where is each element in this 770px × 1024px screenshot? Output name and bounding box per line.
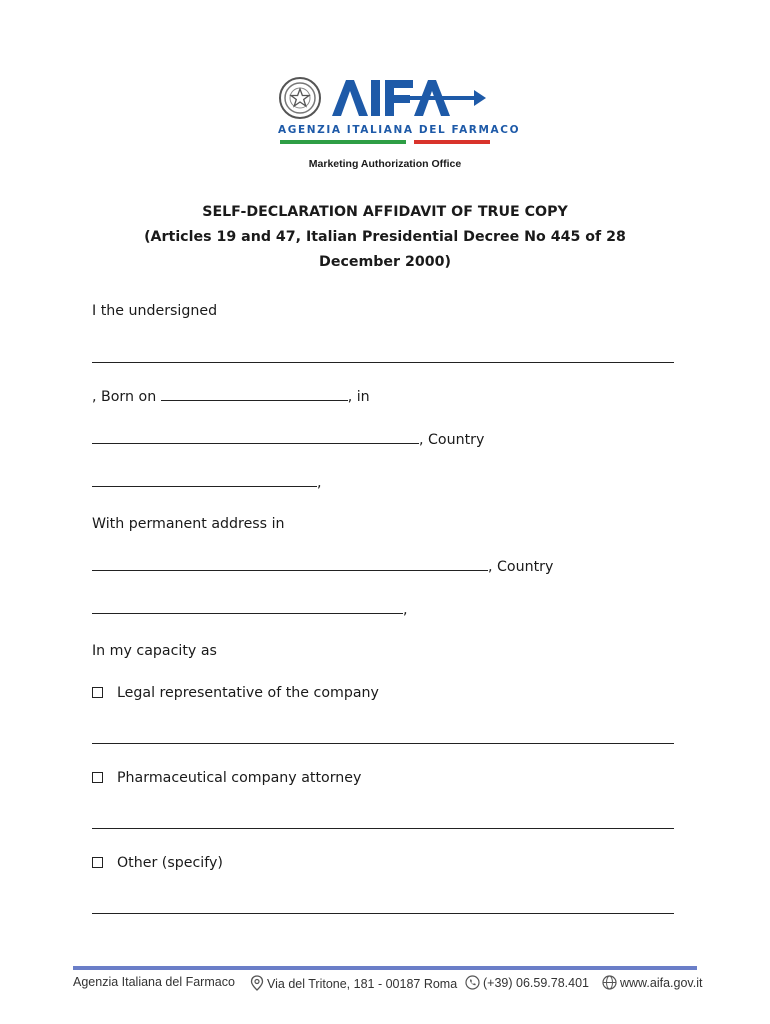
logo-subtitle: AGENZIA ITALIANA DEL FARMACO <box>278 124 521 136</box>
comma-1: , <box>317 475 322 491</box>
address-row <box>92 558 553 575</box>
address-country-field[interactable] <box>92 601 403 614</box>
office-name: Marketing Authorization Office <box>308 158 462 170</box>
other-checkbox[interactable] <box>92 857 103 868</box>
footer-website <box>602 975 702 990</box>
born-row <box>92 388 370 405</box>
title-line-2: (Articles 19 and 47, Italian Presidential Decree No 445 of 28 <box>144 229 626 245</box>
capacity-label: In my capacity as <box>92 643 217 659</box>
option-legal-representative <box>92 685 379 701</box>
option-label: Pharmaceutical company attorney <box>117 770 362 786</box>
undersigned-name-field[interactable] <box>92 362 674 363</box>
footer-phone <box>465 975 589 990</box>
born-on-label: , Born on <box>92 389 157 405</box>
phone-icon <box>465 975 480 990</box>
footer-phone-text: (+39) 06.59.78.401 <box>483 976 589 990</box>
flag-stripe-green <box>280 140 406 144</box>
document-title <box>80 200 690 275</box>
logo-graphic <box>278 72 492 128</box>
option-label: Legal representative of the company <box>117 685 379 701</box>
birthplace-field[interactable] <box>92 431 419 444</box>
birthplace-row <box>92 431 484 448</box>
birth-country-field[interactable] <box>92 474 317 487</box>
birth-date-field[interactable] <box>161 388 348 401</box>
footer-website-link[interactable]: www.aifa.gov.it <box>620 976 703 990</box>
emblem-icon <box>280 78 320 118</box>
footer-address <box>250 975 457 991</box>
title-line-3: December 2000) <box>319 254 451 270</box>
born-in-label: , in <box>347 389 370 405</box>
address-country-row <box>92 601 408 618</box>
location-icon <box>250 975 264 991</box>
address-field[interactable] <box>92 558 488 571</box>
country-label-1: , Country <box>419 432 485 448</box>
option-company-attorney <box>92 770 361 786</box>
company-attorney-field[interactable] <box>92 828 674 829</box>
undersigned-label: I the undersigned <box>92 303 218 319</box>
title-line-1: SELF-DECLARATION AFFIDAVIT OF TRUE COPY <box>202 204 568 220</box>
globe-icon <box>602 975 617 990</box>
legal-representative-checkbox[interactable] <box>92 687 103 698</box>
country-label-2: , Country <box>488 559 554 575</box>
footer-divider <box>73 966 697 970</box>
flag-stripe-red <box>414 140 490 144</box>
company-attorney-checkbox[interactable] <box>92 772 103 783</box>
other-specify-field[interactable] <box>92 913 674 914</box>
footer-agency: Agenzia Italiana del Farmaco <box>73 975 235 989</box>
footer-address-text: Via del Tritone, 181 - 00187 Roma <box>267 977 458 991</box>
birth-country-row <box>92 474 322 491</box>
option-other <box>92 855 223 871</box>
option-label: Other (specify) <box>117 855 223 871</box>
address-label: With permanent address in <box>92 516 285 532</box>
comma-2: , <box>403 602 408 618</box>
legal-representative-field[interactable] <box>92 743 674 744</box>
